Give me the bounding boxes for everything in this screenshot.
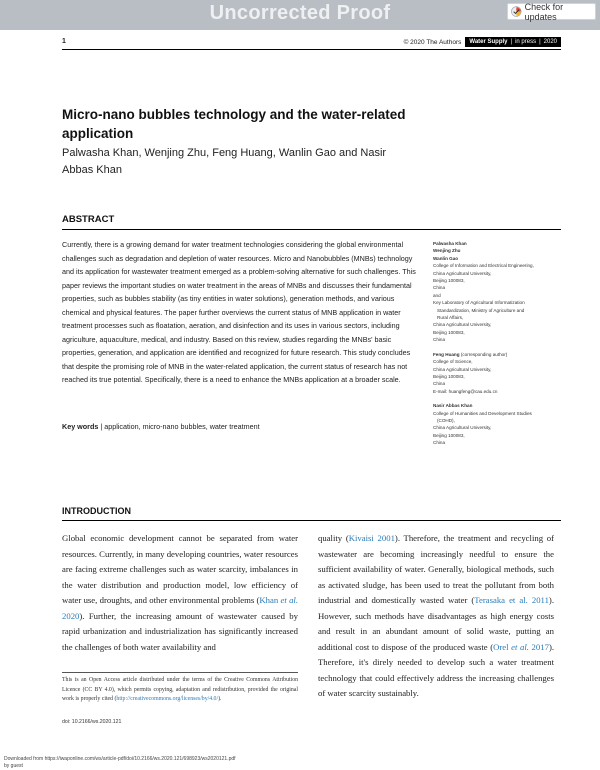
citation-link[interactable]: Kivaisi 2001 xyxy=(348,533,395,543)
banner-title: Uncorrected Proof xyxy=(209,2,391,24)
body-column-left: Global economic development cannot be separated from water resources. Currently, in many developing countries, water resources are facing extreme challenges such as water scarcity, imbalances in the water distribution and production model, low efficiency of water use, droughts, and other environmental problems (Khan et al. 2020). Further, the increasing amount of wastewater caused by rapid urbanization and industrialization has significantly increased the challenges of both water availability and xyxy=(62,533,298,652)
download-notice: Downloaded from https://iwaponline.com/ws/article-pdf/doi/10.2166/ws.2020.121/698923/ws2020121.pdf by guest xyxy=(4,756,236,769)
body-column-right: quality (Kivaisi 2001). Therefore, the treatment and recycling of wastewater are becoming increasingly needful to ensure the sufficient availability of water. Generally, biological methods, such as activated sludge, has been used to treat the pollutant from both industrial and domestically wasted water (Terasaka et al. 2011). However, such methods have disadvantages as high energy costs and result in an abundant amount of solid waste, putting an additional cost to dispose of the produced waste (Orel et al. 2017). Therefore, it's direly needed to develop such a water treatment technology that could effectively address the increasing challenges of water scarcity sustainably. xyxy=(318,533,555,698)
check-updates-label: Check for updates xyxy=(524,1,564,22)
check-for-updates-button[interactable] xyxy=(507,3,596,20)
introduction-heading: INTRODUCTION xyxy=(62,506,131,516)
author-affiliations xyxy=(433,240,563,454)
article-title: Micro-nano bubbles technology and the water-related application xyxy=(62,107,406,141)
keywords-label: Key words xyxy=(62,422,99,431)
license-link[interactable]: http://creativecommons.org/licenses/by/4.0/ xyxy=(116,696,219,702)
author-list: Palwasha Khan, Wenjing Zhu, Feng Huang, Wanlin Gao and Nasir Abbas Khan xyxy=(62,147,387,176)
affiliation-block: Feng Huang (corresponding author) College of Science, China Agricultural University, Beijing 100083, China E-mail: huangfeng@cau.edu.cn xyxy=(433,351,563,395)
citation-link[interactable]: Orel et al. 2017 xyxy=(493,641,549,652)
header-divider xyxy=(62,49,561,50)
journal-year: 2020 xyxy=(543,39,557,45)
license-footnote: This is an Open Access article distributed under the terms of the Creative Commons Attribution Licence (CC BY 4.0), which permits copying, adaptation and redistribution, provided the original work is properly cited (http://creativecommons.org/licenses/by/4.0/). xyxy=(62,677,298,702)
journal-name: Water Supply xyxy=(469,39,508,45)
keywords: Key words | application, micro-nano bubbles, water treatment xyxy=(62,422,260,431)
journal-info xyxy=(404,37,561,47)
keywords-list: application, micro-nano bubbles, water treatment xyxy=(104,422,260,431)
abstract-divider xyxy=(62,229,561,230)
affiliation-block: Palwasha Khan Wenjing Zhu Wanlin Gao College of Information and Electrical Engineering, China Agricultural University, Beijing 100083, China and Key Laboratory of Agricultural Informatization Standardization, Ministry of Agriculture and Rural Affairs, China Agricultural University, Beijing 100083, China xyxy=(433,241,534,343)
abstract-heading: ABSTRACT xyxy=(62,214,115,225)
check-updates-icon xyxy=(511,6,522,17)
page-number: 1 xyxy=(62,38,66,45)
citation-link[interactable]: Terasaka et al. 2011 xyxy=(474,595,549,605)
abstract-text: Currently, there is a growing demand for water treatment technologies considering the global environmental challenges such as degradation and depletion of water resources. Micro and Nanobubbles (MNBs) technology and its application for wastewater treatment emerged as a problem-solving alternative for such challenges. This paper reviews the important studies on water treatment in the areas of MNBs and discusses their fundamental properties, such as bubbles stability (as tiny entities in water solutions), generation methods, and various chemical and physical features. The paper further overviews the current status of MNB application in water treatment processes such as floatation, aeration, and disinfection and its uses in various sectors, including agriculture, aquaculture, medical, and industry. Based on this review, studies regarding the MNBs' basic properties, generation, and application are identified and recognized for future research. This study concludes that despite the promising role of MNB in the water-related application, the current status of research has not reached its true potential. Specifically, there is a need to enhance the MNBs application at a broader scale. xyxy=(62,240,416,384)
doi[interactable]: doi: 10.2166/ws.2020.121 xyxy=(62,719,122,725)
journal-badge: Water Supply | in press | 2020 xyxy=(465,37,561,47)
citation-link[interactable]: Khan et al. 2020 xyxy=(62,595,298,621)
journal-status: in press xyxy=(515,39,537,45)
proof-banner xyxy=(0,0,600,30)
corresponding-email[interactable]: E-mail: huangfeng@cau.edu.cn xyxy=(433,388,498,394)
running-header xyxy=(62,37,561,49)
affiliation-block: Nasir Abbas Khan College of Humanities and Development Studies (COHD), China Agricultural University, Beijing 100083, China xyxy=(433,403,532,446)
copyright: © 2020 The Authors xyxy=(403,38,462,46)
introduction-divider xyxy=(62,520,561,521)
footnote-divider xyxy=(62,672,298,673)
